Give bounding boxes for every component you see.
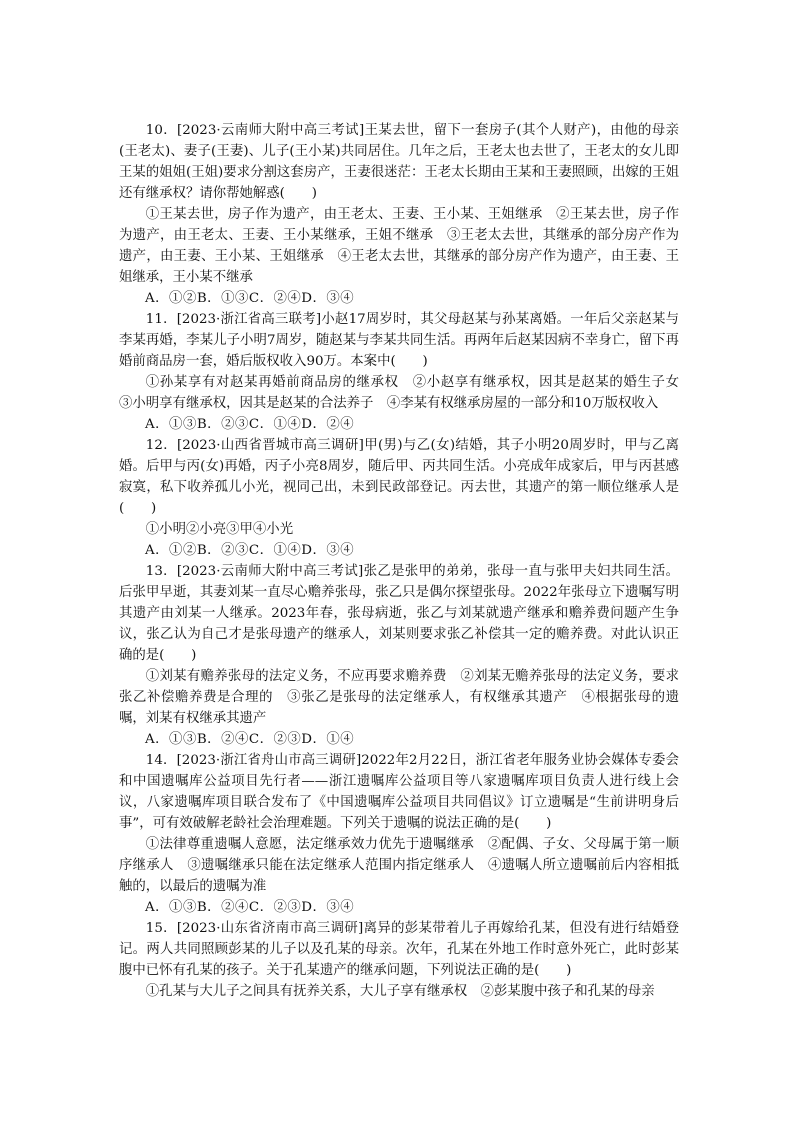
question-options: ①孙某享有对赵某再婚前商品房的继承权 ②小赵享有继承权，因其是赵某的婚生子女 ③小明享有继承权，因其是赵某的合法养子 ④李某有权继承房屋的一部分和10万版权收入 [119, 375, 693, 411]
document-page [119, 120, 693, 1002]
question-options: ①王某去世，房子作为遗产，由王老太、王妻、王小某、王姐继承 ②王某去世，房子作为遗产，由王老太、王妻、王小某继承，王姐不继承 ③王老太去世，其继承的部分房产作为遗产，由王妻、王小某、王姐继承 ④王老太去世，其继承的部分房产作为遗产，由王妻、王姐继承，王小某不继承 [119, 207, 679, 285]
answer-choices: A．①③B．②③C．①④D．②④ [145, 417, 355, 432]
question-13 [119, 561, 679, 750]
question-15 [119, 918, 679, 1002]
question-stem: 11．[2023·浙江省高三联考]小赵17周岁时，其父母赵某与孙某离婚。一年后父亲赵某与李某再婚，李某儿子小明7周岁，随赵某与李某共同生活。再两年后赵某因病不幸身亡，留下再婚前商品房一套，婚后版权收入90万。本案中( ) [119, 312, 679, 369]
answer-choices: A．①③B．②④C．②③D．①④ [145, 732, 355, 747]
question-stem: 12．[2023·山西省晋城市高三调研]甲(男)与乙(女)结婚，其子小明20周岁时，甲与乙离婚。后甲与丙(女)再婚，丙子小亮8周岁，随后甲、丙共同生活。小亮成年成家后，甲与丙甚感寂寞，私下收养孤儿小光，视同己出，未到民政部登记。丙去世，其遗产的第一顺位继承人是( ) [119, 438, 679, 516]
question-10 [119, 120, 679, 309]
question-stem: 14．[2023·浙江省舟山市高三调研]2022年2月22日，浙江省老年服务业协会媒体专委会和中国遗嘱库公益项目先行者——浙江遗嘱库公益项目等八家遗嘱库项目负责人进行线上会议，八家遗嘱库项目联合发布了《中国遗嘱库公益项目共同倡议》订立遗嘱是“生前讲明身后事”，可有效破解老龄社会治理难题。下列关于遗嘱的说法正确的是( ) [119, 753, 679, 831]
question-stem: 10．[2023·云南师大附中高三考试]王某去世，留下一套房子(其个人财产)，由他的母亲(王老太)、妻子(王妻)、儿子(王小某)共同居住。几年之后，王老太也去世了，王老太的女儿即王某的姐姐(王姐)要求分割这套房产，王妻很迷茫：王老太长期由王某和王妻照顾，出嫁的王姐还有继承权？请你帮她解惑( ) [119, 123, 679, 201]
question-options: ①小明②小亮③甲④小光 [145, 522, 294, 537]
question-11 [119, 309, 693, 435]
question-14 [119, 750, 679, 918]
question-stem: 13．[2023·云南师大附中高三考试]张乙是张甲的弟弟，张母一直与张甲夫妇共同生活。后张甲早逝，其妻刘某一直尽心赡养张母，张乙只是偶尔探望张母。2022年张母立下遗嘱写明其遗产由刘某一人继承。2023年春，张母病逝，张乙与刘某就遗产继承和赡养费问题产生争议，张乙认为自己才是张母遗产的继承人，刘某则要求张乙补偿其一定的赡养费。对此认识正确的是( ) [119, 564, 679, 663]
answer-choices: A．①②B．①③C．②④D．③④ [145, 291, 355, 306]
question-options: ①孔某与大儿子之间具有抚养关系，大儿子享有继承权 ②彭某腹中孩子和孔某的母亲 [145, 984, 655, 999]
answer-choices: A．①③B．②④C．②③D．③④ [145, 900, 355, 915]
question-options: ①刘某有赡养张母的法定义务，不应再要求赡养费 ②刘某无赡养张母的法定义务，要求张乙补偿赡养费是合理的 ③张乙是张母的法定继承人，有权继承其遗产 ④根据张母的遗嘱，刘某有权继承其遗产 [119, 669, 679, 726]
question-stem: 15．[2023·山东省济南市高三调研]离异的彭某带着儿子再嫁给孔某，但没有进行结婚登记。两人共同照顾彭某的儿子以及孔某的母亲。次年，孔某在外地工作时意外死亡，此时彭某腹中已怀有孔某的孩子。关于孔某遗产的继承问题，下列说法正确的是( ) [119, 921, 679, 978]
question-options: ①法律尊重遗嘱人意愿，法定继承效力优先于遗嘱继承 ②配偶、子女、父母属于第一顺序继承人 ③遗嘱继承只能在法定继承人范围内指定继承人 ④遗嘱人所立遗嘱前后内容相抵触的，以最后的遗嘱为准 [119, 837, 679, 894]
answer-choices: A．①②B．②③C．①④D．③④ [145, 543, 355, 558]
question-12 [119, 435, 679, 561]
